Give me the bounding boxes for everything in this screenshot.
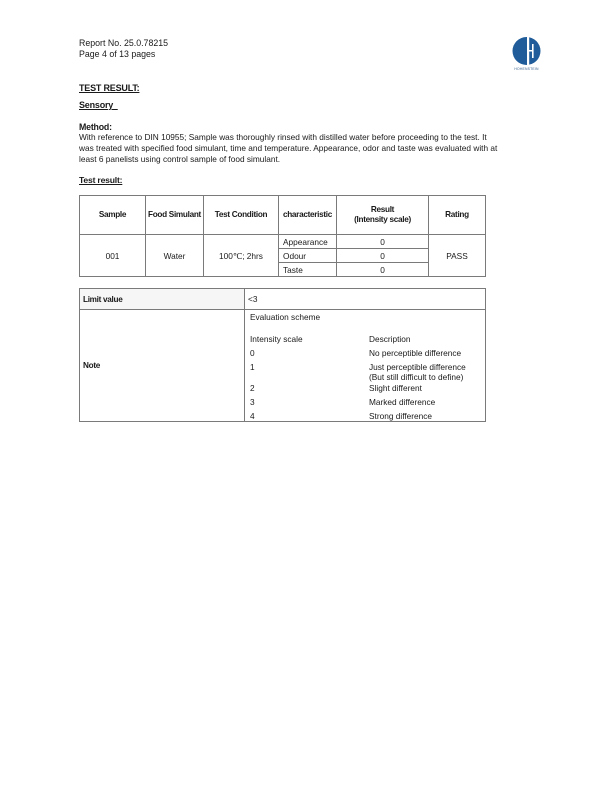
cell-test-condition: 100℃; 2hrs bbox=[204, 235, 279, 277]
scale-level: 0 bbox=[250, 348, 255, 358]
header-result-line2: (Intensity scale) bbox=[354, 215, 411, 224]
scale-description: Strong difference bbox=[369, 411, 433, 421]
header-rating: Rating bbox=[429, 196, 486, 235]
scale-description: Just perceptible difference bbox=[369, 362, 466, 372]
cell-result: 0 bbox=[337, 249, 429, 263]
scale-level: 2 bbox=[250, 383, 255, 393]
scale-level: 4 bbox=[250, 411, 255, 421]
report-header bbox=[79, 38, 168, 60]
method-heading: Method: bbox=[79, 122, 112, 132]
scheme-title: Evaluation scheme bbox=[250, 312, 321, 322]
header-food-simulant: Food Simulant bbox=[146, 196, 204, 235]
scale-level: 3 bbox=[250, 397, 255, 407]
cell-characteristic: Odour bbox=[279, 249, 337, 263]
results-header-row bbox=[80, 196, 486, 235]
report-number: Report No. 25.0.78215 bbox=[79, 38, 169, 48]
test-result-heading: Test result: bbox=[79, 175, 123, 185]
cell-result: 0 bbox=[337, 263, 429, 277]
limit-value: <3 bbox=[245, 289, 486, 310]
cell-characteristic: Taste bbox=[279, 263, 337, 277]
logo-icon bbox=[509, 36, 544, 66]
logo-caption: HOHENSTEIN bbox=[514, 67, 539, 71]
note-label: Note bbox=[80, 310, 245, 422]
header-test-condition: Test Condition bbox=[204, 196, 279, 235]
limit-row bbox=[80, 289, 486, 310]
method-text: With reference to DIN 10955; Sample was thoroughly rinsed with distilled water before proceeding to the test. It was treated with specified food simulant, time and temperature. Appearance, odor and taste was evaluated with at least 6 panelists using control sample of food simulant. bbox=[79, 132, 498, 164]
header-characteristic: characteristic bbox=[279, 196, 337, 235]
scale-description: Marked difference bbox=[369, 397, 436, 407]
section-subtitle: Sensory bbox=[79, 100, 118, 110]
cell-food-simulant: Water bbox=[146, 235, 204, 277]
page-indicator: Page 4 of 13 pages bbox=[79, 49, 156, 59]
scale-description-note: (But still difficult to define) bbox=[369, 372, 464, 382]
results-table bbox=[79, 195, 486, 277]
limit-label: Limit value bbox=[80, 289, 245, 310]
section-title: TEST RESULT: bbox=[79, 83, 140, 93]
col-intensity-header: Intensity scale bbox=[250, 334, 303, 344]
evaluation-scheme bbox=[245, 310, 486, 422]
company-logo bbox=[509, 36, 544, 74]
header-result bbox=[337, 196, 429, 235]
limit-table bbox=[79, 288, 486, 422]
cell-rating: PASS bbox=[429, 235, 486, 277]
cell-sample: 001 bbox=[80, 235, 146, 277]
cell-characteristic: Appearance bbox=[279, 235, 337, 249]
col-description-header: Description bbox=[369, 334, 411, 344]
header-sample: Sample bbox=[80, 196, 146, 235]
scale-description: Slight different bbox=[369, 383, 422, 393]
cell-result: 0 bbox=[337, 235, 429, 249]
scale-description: No perceptible difference bbox=[369, 348, 462, 358]
table-row bbox=[80, 235, 486, 249]
scale-level: 1 bbox=[250, 362, 255, 372]
note-row bbox=[80, 310, 486, 422]
header-result-line1: Result bbox=[370, 205, 395, 214]
